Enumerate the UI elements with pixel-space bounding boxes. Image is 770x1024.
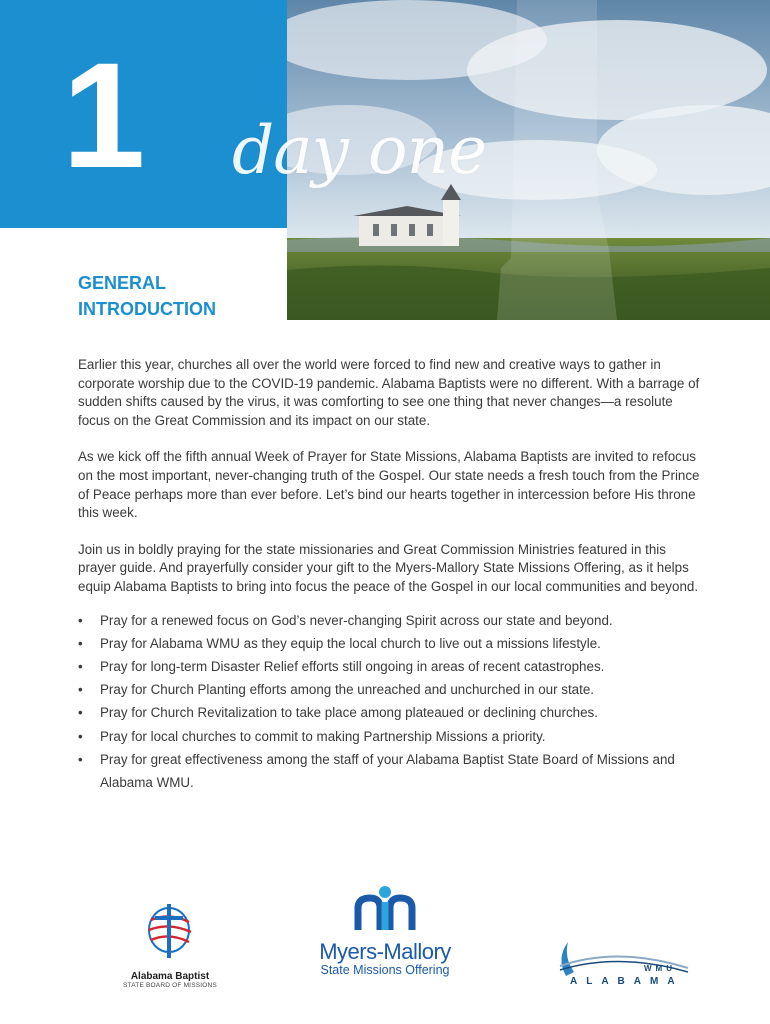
myers-mallory-logo	[300, 884, 470, 977]
section-heading	[78, 270, 278, 322]
paragraph: Earlier this year, churches all over the world were forced to find new and creative ways to gather in corporate worship due to the COVID-19 pandemic. Alabama Baptists were no different. With a barrage of sudden shifts caused by the virus, it was comforting to see one thing that never changes—a resolute focus on the Great Commission and its impact on our state.	[78, 357, 700, 428]
paragraph: As we kick off the fifth annual Week of Prayer for State Missions, Alabama Baptists are invited to refocus on the most important, never-changing truth of the Gospel. Our state needs a fresh touch from the Prince of Peace perhaps more than ever before. Let’s bind our hearts together in intercession before His throne this week.	[78, 449, 700, 521]
prayer-item: • Pray for long-term Disaster Relief efforts still ongoing in areas of recent catastrophes.	[78, 655, 700, 678]
wmu-alabama-text: ALABAMA	[570, 976, 684, 987]
prayer-item: • Pray for Church Revitalization to take place among plateaued or declining churches.	[78, 701, 700, 724]
wmu-alabama-logo	[548, 936, 698, 996]
abs-subtitle: STATE BOARD OF MISSIONS	[123, 982, 217, 989]
abs-name: Alabama Baptist	[130, 971, 210, 982]
section-heading-line1: GENERAL	[78, 273, 167, 293]
mm-figures-icon	[350, 884, 420, 932]
prayer-list	[78, 609, 700, 795]
alabama-baptist-logo	[100, 900, 240, 1000]
prayer-item: • Pray for Alabama WMU as they equip the local church to live out a missions lifestyle.	[78, 632, 700, 655]
day-number: 1	[62, 31, 146, 199]
body-text	[78, 356, 700, 794]
prayer-item: • Pray for Church Planting efforts among the unreached and unchurched in our state.	[78, 678, 700, 701]
mm-name: Myers-Mallory	[319, 939, 451, 964]
mm-subtitle: State Missions Offering	[320, 963, 450, 977]
section-heading-line2: INTRODUCTION	[78, 299, 216, 319]
wmu-text: WMU	[644, 964, 676, 973]
script-day-title: day one	[232, 112, 487, 189]
paragraph: Join us in boldly praying for the state missionaries and Great Commission Ministries featured in this prayer guide. And prayerfully consider your gift to the Myers-Mallory State Missions Offering, as it helps equip Alabama Baptists to bring into focus the peace of the Gospel in our local communities and beyond.	[78, 541, 699, 594]
prayer-item: • Pray for great effectiveness among the staff of your Alabama Baptist State Board of Missions and Alabama WMU.	[78, 748, 700, 794]
prayer-item: • Pray for a renewed focus on God’s never-changing Spirit across our state and beyond.	[78, 609, 700, 632]
globe-cross-icon	[145, 900, 195, 962]
prayer-item: • Pray for local churches to commit to making Partnership Missions a priority.	[78, 725, 700, 748]
